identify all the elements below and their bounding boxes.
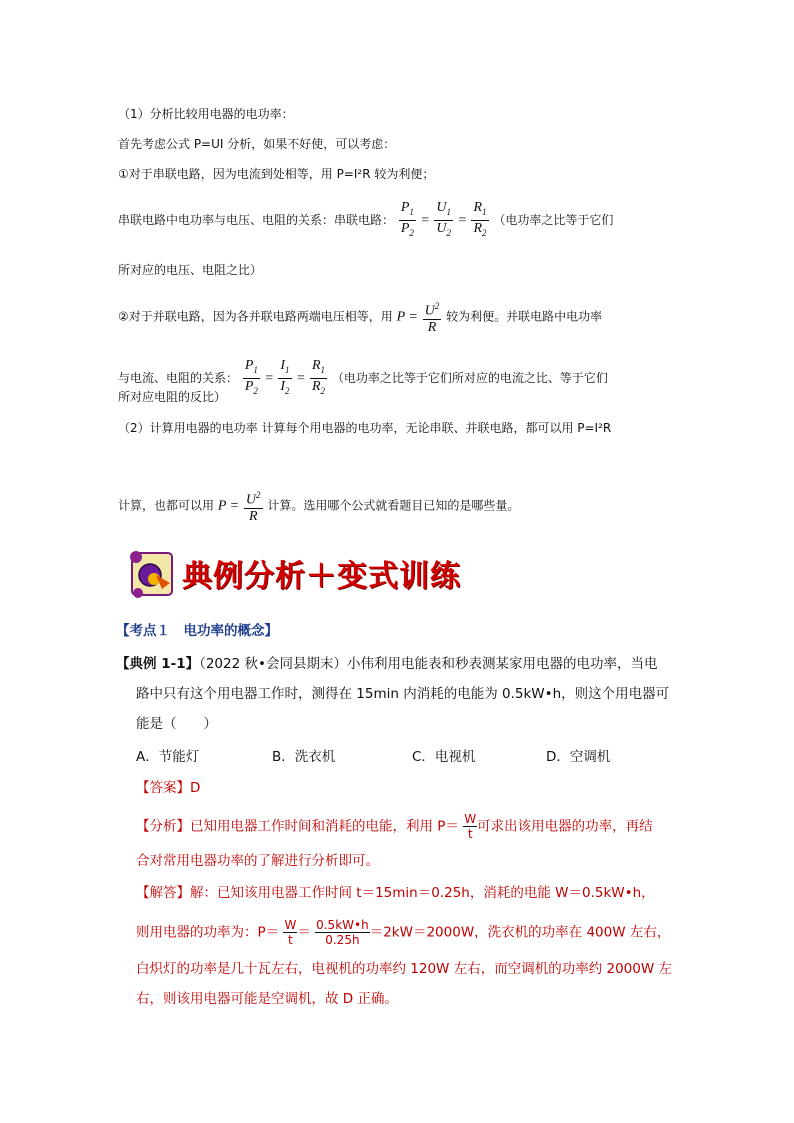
calc-line-1: （2）计算用电器的电功率 计算每个用电器的电功率，无论串联、并联电路，都可以用 P=I²R: [118, 421, 612, 435]
fraction-p1-p2b: $\frac{P_1}{P_2}$: [244, 358, 258, 396]
solution-line-1: 【解答】解：已知该用电器工作时间 t＝15min＝0.25h，消耗的电能 W＝0.5kW•h，: [136, 885, 655, 901]
line-2: 首先考虑公式 P=UI 分析，如果不好使，可以考虑：: [118, 137, 396, 151]
line-3: ①对于串联电路，因为电流到处相等，用 P=I²R 较为利便；: [118, 167, 435, 181]
calc-line-2: 计算，也都可以用 P = $\frac{U^2}{R}$ 计算。选用哪个公式就看题目已知的是哪些量。: [118, 490, 520, 524]
analysis-line-2: 合对常用电器功率的了解进行分析即可。: [136, 853, 379, 869]
line-1: （1）分析比较用电器的电功率：: [118, 107, 294, 121]
fraction-u2-r-2: $\frac{U^2}{R}$: [245, 490, 261, 524]
answer-value: D: [190, 780, 201, 796]
example-line-1: 【典例 1-1】（2022 秋•会同县期末）小伟利用电能表和秒表测某家用电器的电功率，当电: [116, 656, 658, 672]
example-line-2: 路中只有这个用电器工作时，测得在 15min 内消耗的电能为 0.5kW•h，则这个用电器可: [136, 686, 670, 702]
parallel-relation: 与电流、电阻的关系： $\frac{P_1}{P_2}$ = $\frac{I_1}{I_2}$ = $\frac{R_1}{R_2}$ （电功率之比等于它们所对应的电流之比、等于它们: [118, 358, 608, 399]
example-line-3: 能是（ ）: [136, 716, 217, 732]
banner-title: 典例分析＋变式训练: [182, 559, 461, 594]
fraction-w-t: $\frac{W}{t}$: [464, 812, 477, 841]
solution-line-3: 白炽灯的功率是几十瓦左右，电视机的功率约 120W 左右，而空调机的功率约 2000W 左: [136, 961, 672, 977]
parallel-note-2: 所对应电阻的反比）: [118, 390, 227, 404]
fraction-u1-u2: $\frac{U_1}{U_2}$: [436, 200, 451, 238]
answer-tag: 【答案】: [136, 780, 190, 796]
option-d: D．空调机: [546, 749, 611, 765]
solution-line-4: 右，则该用电器可能是空调机，故 D 正确。: [136, 991, 398, 1007]
fraction-p1-p2: $\frac{P_1}{P_2}$: [400, 200, 414, 238]
series-relation: 串联电路中电功率与电压、电阻的关系：串联电路： $\frac{P_1}{P_2}$ = $\frac{U_1}{U_2}$ = $\frac{R_1}{R_2}$ （电功率之比等于它们: [118, 200, 613, 241]
kaodian-label: 【考点１ 电功率的概念】: [116, 623, 278, 639]
series-note-2: 所对应的电压、电阻之比）: [118, 263, 263, 277]
fraction-w-t-2: $\frac{W}{t}$: [284, 918, 297, 947]
answer-line: [136, 779, 200, 797]
banner: [126, 545, 466, 601]
option-a: A．节能灯: [136, 749, 200, 765]
solution-line-2: 则用电器的功率为：P＝ $\frac{W}{t}$ ＝ $\frac{0.5kW•h}{0.25h}$ ＝2kW＝2000W，洗衣机的功率在 400W 左右，: [136, 918, 671, 947]
fraction-r1-r2b: $\frac{R_1}{R_2}$: [311, 358, 326, 396]
fraction-i1-i2: $\frac{I_1}{I_2}$: [280, 358, 290, 396]
fraction-values: $\frac{0.5kW•h}{0.25h}$: [316, 918, 369, 947]
option-b: B．洗衣机: [272, 749, 336, 765]
option-c: C．电视机: [412, 749, 476, 765]
parallel-line: ②对于并联电路，因为各并联电路两端电压相等，用 P = $\frac{U^2}{R}$ 较为利便。并联电路中电功率: [118, 301, 603, 335]
fraction-r1-r2: $\frac{R_1}{R_2}$: [473, 200, 487, 238]
analysis-line-1: 【分析】已知用电器工作时间和消耗的电能，利用 P＝ $\frac{W}{t}$ 可求出该用电器的功率，再结: [136, 812, 653, 841]
fraction-u2-r: $\frac{U^2}{R}$: [424, 301, 440, 335]
scroll-icon: [126, 545, 184, 601]
